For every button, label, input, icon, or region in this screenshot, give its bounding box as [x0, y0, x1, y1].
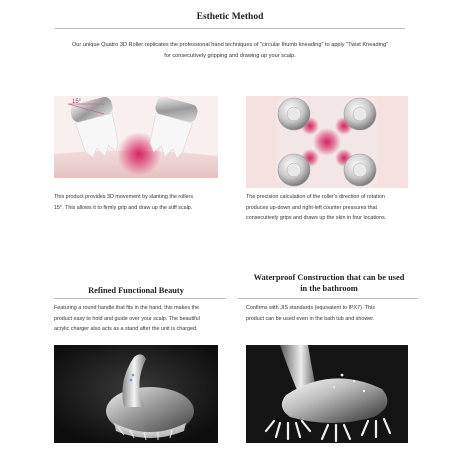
- body-line: Featuring a round handle that fits in the hand, this makes the: [54, 305, 200, 311]
- roller-bottom-left: [278, 154, 310, 186]
- body-line: product easy to hold and guide over your scalp. The beautiful: [54, 315, 200, 322]
- title-divider: [55, 28, 405, 29]
- intro-line: for consecutively gripping and drawing up your scalp.: [164, 53, 296, 59]
- heading-line: in the bathroom: [300, 284, 358, 293]
- left-illustration-caption: [54, 192, 229, 213]
- roller-top-right: [344, 98, 376, 130]
- caption-line: The precision calculation of the roller's direction of rotation: [246, 194, 385, 200]
- left-heading-divider: [54, 298, 226, 299]
- heading-line: Waterproof Construction that can be used: [253, 273, 405, 282]
- intro-text: [40, 40, 420, 62]
- intro-line: Our unique Quatro 3D Roller replicates the professional hand techniques of "circular thumb kneading" to apply "Twist Kneading": [71, 42, 389, 48]
- waterproof-product-photo: [246, 345, 408, 443]
- angle-label: 15°: [72, 99, 82, 105]
- waterproof-body: [246, 303, 426, 324]
- body-line: acrylic charger also acts as a stand after the unit is charged.: [54, 326, 198, 332]
- heading-refined-functional-beauty: Refined Functional Beauty: [88, 286, 184, 295]
- roller-bottom-right: [344, 154, 376, 186]
- slanted-rollers-illustration: [54, 96, 218, 178]
- right-illustration-caption: [246, 192, 421, 224]
- roller-top-left: [278, 98, 310, 130]
- right-heading-divider: [238, 298, 418, 299]
- caption-line: This product provides 3D movement by slanting the rollers: [54, 194, 194, 200]
- caption-line: consecutively grips and draws up the skin in four locations.: [246, 215, 387, 221]
- body-line: Confirms with JIS standards (equivalent to IPX7). This: [246, 305, 376, 311]
- body-line: product can be used even in the bath tub and shower.: [246, 315, 375, 322]
- caption-line: produces up-down and right-left counter pressures that: [246, 204, 377, 211]
- refined-beauty-body: [54, 303, 234, 335]
- four-roller-pressure-illustration: [246, 96, 408, 188]
- product-on-charger-photo: [54, 345, 218, 443]
- section-title-esthetic-method: Esthetic Method: [196, 12, 264, 22]
- caption-line: 15°. This allows it to firmly grip and draw up the stiff scalp.: [54, 204, 193, 211]
- heading-waterproof-construction: [236, 272, 422, 294]
